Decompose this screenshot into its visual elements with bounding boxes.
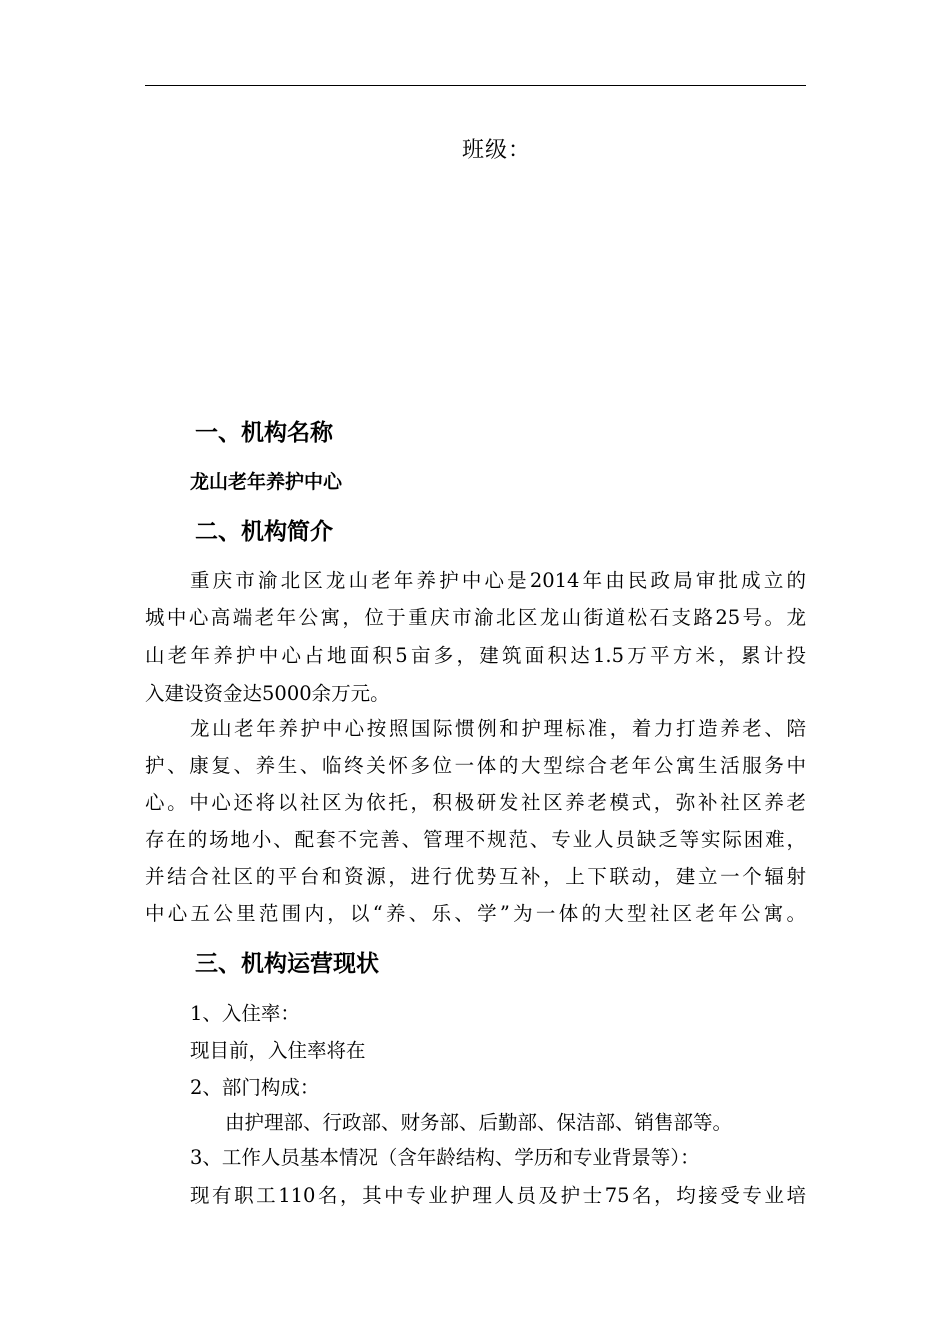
intro-paragraph-2-line: 存在的场地小、配套不完善、管理不规范、专业人员缺乏等实际困难， [145, 828, 806, 851]
section-heading-operations: 三、机构运营现状 [195, 951, 379, 977]
header-rule [145, 85, 806, 86]
operations-item-staff-label: 3、工作人员基本情况（含年龄结构、学历和专业背景等）： [190, 1146, 700, 1169]
intro-paragraph-2-line: 心。中心还将以社区为依托，积极研发社区养老模式，弥补社区养老 [145, 791, 806, 814]
intro-paragraph-1-line: 山老年养护中心占地面积5亩多，建筑面积达1.5万平方米，累计投 [145, 644, 806, 667]
intro-paragraph-2-line: 中心五公里范围内，以“养、乐、学”为一体的大型社区老年公寓。 [145, 902, 806, 925]
operations-item-occupancy-text: 现目前，入住率将在 [190, 1039, 366, 1062]
section-heading-institution-name: 一、机构名称 [195, 420, 333, 446]
class-label: 班级： [462, 138, 532, 163]
operations-item-departments-label: 2、部门构成： [190, 1076, 320, 1099]
institution-name: 龙山老年养护中心 [190, 471, 343, 493]
intro-paragraph-2-line: 并结合社区的平台和资源，进行优势互补，上下联动，建立一个辐射 [145, 865, 806, 888]
operations-item-departments-text: 由护理部、行政部、财务部、后勤部、保洁部、销售部等。 [225, 1111, 733, 1134]
intro-paragraph-1-line: 城中心高端老年公寓，位于重庆市渝北区龙山街道松石支路25号。龙 [145, 606, 806, 629]
intro-paragraph-2-line: 护、康复、养生、临终关怀多位一体的大型综合老年公寓生活服务中 [145, 754, 806, 777]
operations-item-occupancy-label: 1、入住率： [190, 1002, 300, 1025]
section-heading-introduction: 二、机构简介 [195, 519, 333, 545]
intro-paragraph-2-line: 龙山老年养护中心按照国际惯例和护理标准，着力打造养老、陪 [190, 717, 806, 740]
intro-paragraph-1-line: 入建设资金达5000余万元。 [145, 682, 390, 705]
intro-paragraph-1-line: 重庆市渝北区龙山老年养护中心是2014年由民政局审批成立的 [190, 569, 806, 592]
operations-item-staff-text: 现有职工110名，其中专业护理人员及护士75名，均接受专业培 [190, 1184, 806, 1207]
